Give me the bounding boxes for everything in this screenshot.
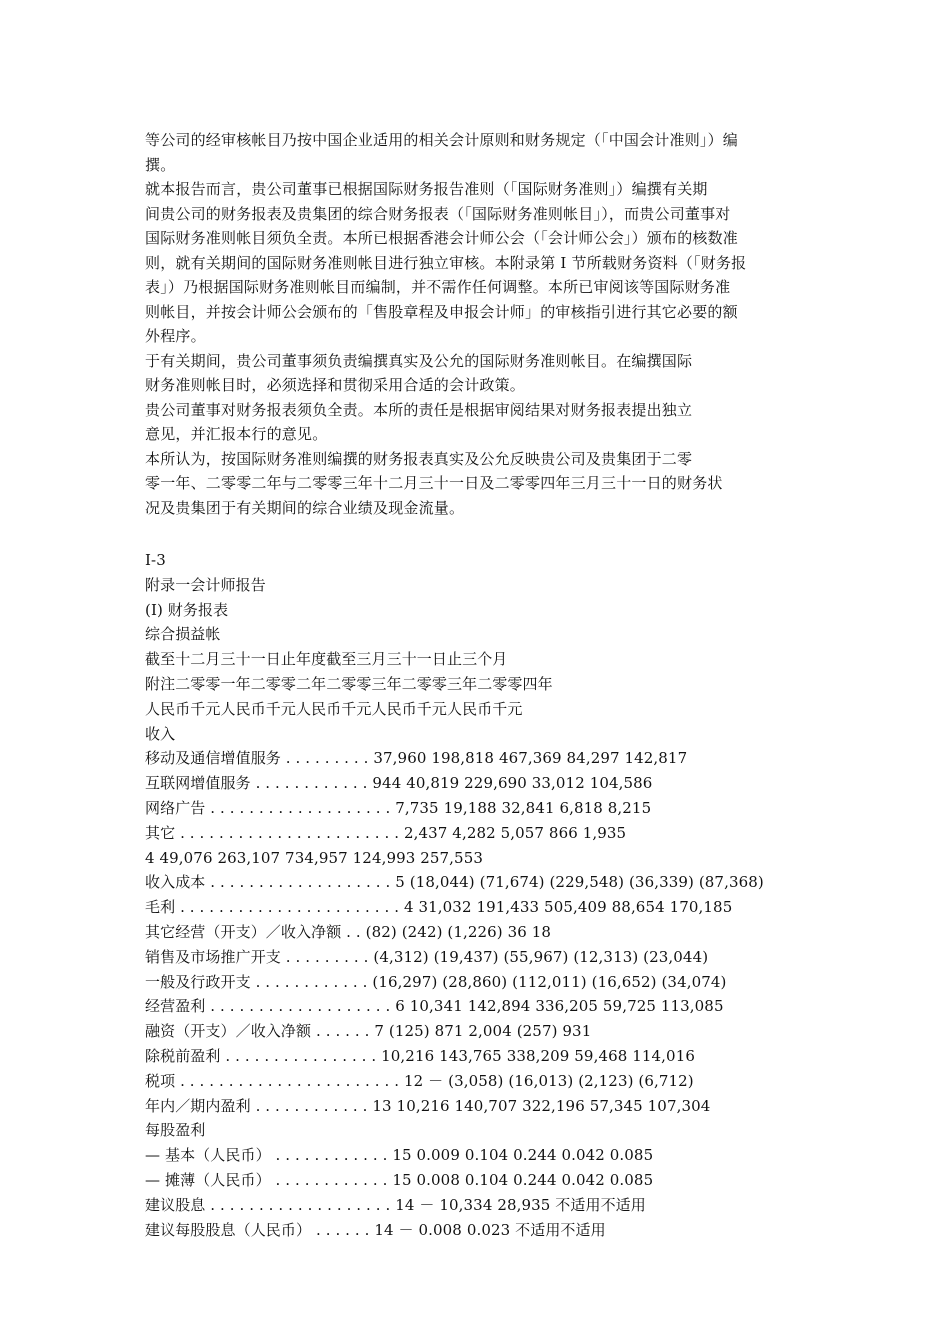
- unit-header: 人民币千元人民币千元人民币千元人民币千元人民币千元: [145, 699, 523, 718]
- statement-row: 网络广告 . . . . . . . . . . . . . . . . . . . 7,735 19,188 32,841 6,818 8,215: [145, 798, 652, 817]
- statement-row: 收入成本 . . . . . . . . . . . . . . . . . . . 5 (18,044) (71,674) (229,548) (36,339) (87,368): [145, 873, 764, 892]
- statement-row: 一般及行政开支 . . . . . . . . . . . . (16,297) (28,860) (112,011) (16,652) (34,074): [145, 972, 727, 991]
- text-line: 间贵公司的财务报表及贵集团的综合财务报表（「国际财务准则帐目」），而贵公司董事对: [145, 204, 731, 223]
- statement-row: 4 49,076 263,107 734,957 124,993 257,553: [145, 848, 483, 867]
- year-header: 附注二零零一年二零零二年二零零三年二零零三年二零零四年: [145, 674, 553, 693]
- statement-row: 销售及市场推广开支 . . . . . . . . . (4,312) (19,437) (55,967) (12,313) (23,044): [145, 947, 709, 966]
- text-line: 于有关期间，贵公司董事须负责编撰真实及公允的国际财务准则帐目。在编撰国际: [145, 351, 693, 370]
- text-line: 撰。: [145, 155, 176, 174]
- statement-row: 融资（开支）／收入净额 . . . . . . 7 (125) 871 2,004 (257) 931: [145, 1022, 592, 1041]
- text-line: 财务准则帐目时，必须选择和贯彻采用合适的会计政策。: [145, 376, 526, 394]
- text-line: 国际财务准则帐目须负全责。本所已根据香港会计师公会（「会计师公会」）颁布的核数准: [145, 229, 739, 247]
- statement-row: — 摊薄（人民币） . . . . . . . . . . . . 15 0.008 0.104 0.244 0.042 0.085: [145, 1170, 654, 1189]
- statement-row: 建议每股股息（人民币） . . . . . . 14 － 0.008 0.023 不适用不适用: [145, 1220, 606, 1239]
- text-line: 就本报告而言，贵公司董事已根据国际财务报告准则（「国际财务准则」）编撰有关期: [145, 180, 708, 198]
- text-line: 本所认为，按国际财务准则编撰的财务报表真实及公允反映贵公司及贵集团于二零: [145, 449, 693, 468]
- page-number: I-3: [145, 551, 166, 569]
- statement-row: 其它 . . . . . . . . . . . . . . . . . . . . . . . 2,437 4,282 5,057 866 1,935: [145, 823, 627, 842]
- text-line: 则帐目，并按会计师公会颁布的「售股章程及申报会计师」的审核指引进行其它必要的额: [145, 302, 738, 321]
- statement-row: 毛利 . . . . . . . . . . . . . . . . . . . . . . . 4 31,032 191,433 505,409 88,654 170,185: [145, 898, 733, 917]
- income-statement: [145, 548, 825, 1242]
- text-line: 等公司的经审核帐目乃按中国企业适用的相关会计原则和财务规定（「中国会计准则」）编: [145, 131, 739, 149]
- text-line: 贵公司董事对财务报表须负全责。本所的责任是根据审阅结果对财务报表提出独立: [145, 400, 693, 419]
- text-line: 外程序。: [145, 327, 206, 345]
- statement-row: 互联网增值服务 . . . . . . . . . . . . 944 40,819 229,690 33,012 104,586: [145, 774, 653, 793]
- text-line: 表」）乃根据国际财务准则帐目而编制，并不需作任何调整。本所已审阅该等国际财务准: [145, 278, 731, 296]
- statement-row: 每股盈利: [145, 1121, 206, 1140]
- statement-row: 经营盈利 . . . . . . . . . . . . . . . . . . . 6 10,341 142,894 336,205 59,725 113,085: [145, 997, 724, 1016]
- statement-row: 移动及通信增值服务 . . . . . . . . . 37,960 198,818 467,369 84,297 142,817: [145, 749, 688, 768]
- statement-title: 综合损益帐: [145, 625, 221, 644]
- text-line: 况及贵集团于有关期间的综合业绩及现金流量。: [145, 498, 465, 517]
- spacer: [145, 520, 825, 548]
- report-text: [145, 128, 825, 520]
- text-line: 意见，并汇报本行的意见。: [145, 425, 328, 443]
- period-header: 截至十二月三十一日止年度截至三月三十一日止三个月: [145, 650, 508, 669]
- revenue-label: 收入: [145, 724, 176, 743]
- statement-row: 年内／期内盈利 . . . . . . . . . . . . 13 10,216 140,707 322,196 57,345 107,304: [145, 1096, 711, 1115]
- page-content: [145, 128, 825, 1242]
- section-title: (I) 财务报表: [145, 600, 229, 619]
- statement-row: 其它经营（开支）／收入净额 . . (82) (242) (1,226) 36 18: [145, 922, 552, 941]
- statement-row: 建议股息 . . . . . . . . . . . . . . . . . . . 14 － 10,334 28,935 不适用不适用: [145, 1195, 646, 1214]
- appendix-title: 附录一会计师报告: [145, 575, 266, 594]
- statement-row: 除税前盈利 . . . . . . . . . . . . . . . . 10,216 143,765 338,209 59,468 114,016: [145, 1046, 695, 1065]
- statement-row: — 基本（人民币） . . . . . . . . . . . . 15 0.009 0.104 0.244 0.042 0.085: [145, 1146, 654, 1165]
- statement-row: 税项 . . . . . . . . . . . . . . . . . . . . . . . 12 － (3,058) (16,013) (2,123) (6,712): [145, 1071, 694, 1090]
- text-line: 零一年、二零零二年与二零零三年十二月三十一日及二零零四年三月三十一日的财务状: [145, 474, 723, 492]
- text-line: 则，就有关期间的国际财务准则帐目进行独立审核。本附录第 I 节所载财务资料（「财务报: [145, 253, 747, 272]
